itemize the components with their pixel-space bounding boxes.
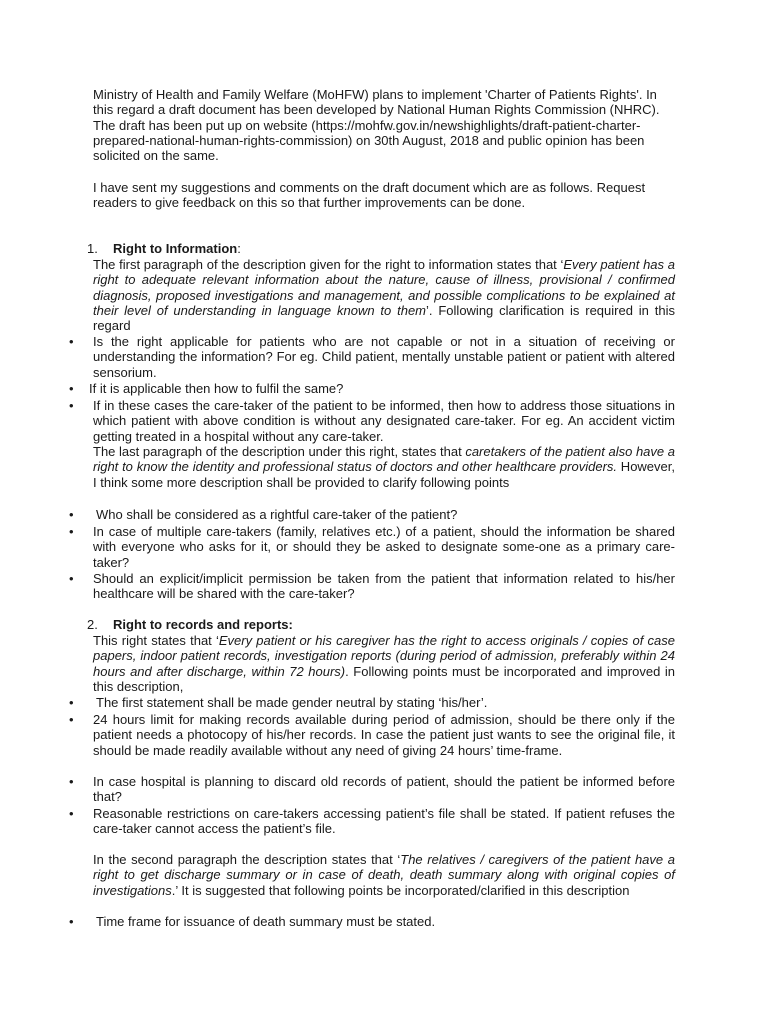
section-1-colon: : [237, 241, 241, 256]
section-1-description [93, 257, 675, 333]
list-item [69, 806, 675, 837]
section-1-last-quote: caretakers of the patient also have a right to know the identity and professional status of doctors and other healthcare providers. [93, 444, 675, 475]
bullet-text: If in these cases the care-taker of the patient to be informed, then how to address those situations in which patient with above condition is without any designated care-taker. For eg. An accident victim getting treated in a hospital without any care-taker. [93, 398, 675, 444]
bullet-text: In case hospital is planning to discard old records of patient, should the patient be informed before that? [93, 774, 675, 805]
bullet-icon: • [69, 571, 74, 586]
section-2-second-quote: The relatives / caregivers of the patient have a right to get discharge summary or in case of death, death summary along with original copies of investigations [93, 852, 675, 898]
bullet-text: The first statement shall be made gender neutral by stating ‘his/her’. [96, 695, 488, 710]
section-2-heading [87, 617, 293, 632]
bullet-icon: • [69, 695, 74, 710]
section-1-desc-post: ’. Following clarification is required in this regard [93, 302, 675, 334]
bullet-text: If it is applicable then how to fulfil the same? [89, 381, 344, 396]
section-2-second-pre: In the second paragraph the description states that ‘ [93, 852, 401, 867]
section-2-desc-pre: This right states that ‘ [93, 633, 219, 648]
bullet-text: Should an explicit/implicit permission be taken from the patient that information related to his/her healthcare will be shared with the care-taker? [93, 571, 675, 602]
list-item [69, 695, 675, 710]
bullet-text: 24 hours limit for making records available during period of admission, should be there only if the patient needs a photocopy of his/her records. In case the patient just wants to see the original file, it should be made readily available without any need of giving 24 hours’ time-frame. [93, 712, 675, 758]
section-1-desc-quote: Every patient has a right to adequate relevant information about the nature, cause of illness, provisional / confirmed diagnosis, proposed investigations and management, and possible complications to be explained at their level of understanding in language known to them [93, 257, 675, 318]
section-2-second-post: .’ It is suggested that following points be incorporated/clarified in this description [171, 882, 630, 898]
section-1-heading [87, 241, 241, 256]
list-item [69, 334, 675, 380]
bullet-icon: • [69, 398, 74, 413]
list-item [69, 774, 675, 805]
bullet-text: Reasonable restrictions on care-takers accessing patient’s file shall be stated. If patient refuses the care-taker cannot access the patient’s file. [93, 806, 675, 837]
section-2-desc-post: . Following points must be incorporated and improved in this description, [93, 663, 675, 694]
bullet-text: Is the right applicable for patients who are not capable or not in a situation of receiving or understanding the information? For eg. Child patient, mentally unstable patient or patient with altered sensorium. [93, 334, 675, 380]
bullet-icon: • [69, 381, 74, 396]
section-1-desc-pre: The first paragraph of the description given for the right to information states that ‘ [93, 257, 564, 272]
section-1-last-paragraph [93, 444, 675, 490]
bullet-text: Time frame for issuance of death summary must be stated. [96, 914, 436, 929]
list-item [69, 398, 675, 444]
section-2-second-paragraph [93, 852, 675, 898]
section-1-last-pre: The last paragraph of the description under this right, states that [93, 444, 466, 459]
section-1-number: 1. [87, 241, 98, 256]
bullet-icon: • [69, 334, 74, 349]
bullet-icon: • [69, 507, 74, 522]
bullet-text: In case of multiple care-takers (family, relatives etc.) of a patient, should the information be shared with everyone who asks for it, or should they be asked to designate some-one as a primary care-taker? [93, 524, 675, 570]
list-item [69, 914, 675, 929]
section-1-title: Right to Information [113, 241, 238, 256]
bullet-text: Who shall be considered as a rightful care-taker of the patient? [96, 507, 458, 522]
bullet-icon: • [69, 914, 74, 929]
section-2-desc-quote: Every patient or his caregiver has the right to access originals / copies of case papers, indoor patient records, investigation reports (during period of admission, preferably within 24 hours and after discharge, within 72 hours) [93, 633, 675, 679]
bullet-icon: • [69, 806, 74, 821]
bullet-icon: • [69, 774, 74, 789]
list-item [69, 524, 675, 570]
list-item [69, 712, 675, 758]
intro-paragraph-2: I have sent my suggestions and comments on the draft document which are as follows. Request readers to give feedback on this so that further improvements can be done. [93, 180, 646, 211]
list-item [69, 381, 675, 396]
section-1-last-post: However, I think some more description shall be provided to clarify following points [93, 459, 675, 490]
bullet-icon: • [69, 712, 74, 727]
list-item [69, 507, 675, 522]
list-item [69, 571, 675, 602]
section-2-number: 2. [87, 617, 98, 632]
bullet-icon: • [69, 524, 74, 539]
section-2-title: Right to records and reports: [113, 617, 293, 632]
section-2-description [93, 633, 675, 694]
intro-paragraph-1: Ministry of Health and Family Welfare (MoHFW) plans to implement 'Charter of Patients Rights'. In this regard a draft document has been developed by National Human Rights Commission (NHRC). The draft has been put up on website (https://mohfw.gov.in/newshighlights/draft-patient-charter-prepared-national-human-rights-commission) on 30th August, 2018 and public opinion has been solicited on the same. [93, 87, 660, 164]
